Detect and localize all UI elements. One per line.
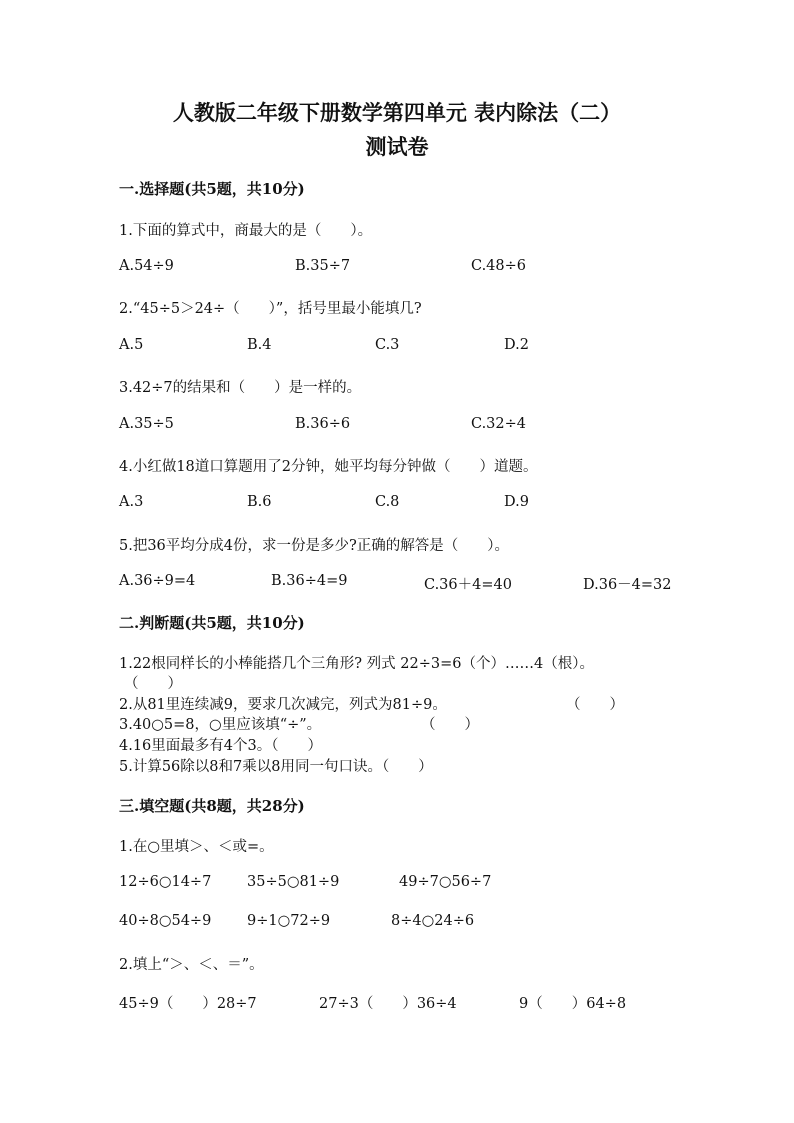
section-judge-heading: 二.判断题(共5题，共10分) xyxy=(119,614,305,632)
choice-q2-option-c: C.3 xyxy=(375,337,400,353)
choice-q5-option-b: B.36÷4=9 xyxy=(271,573,348,589)
choice-q4-stem: 4.小红做18道口算题用了2分钟，她平均每分钟做（ ）道题。 xyxy=(119,459,538,475)
choice-q1-option-c: C.48÷6 xyxy=(471,258,527,274)
choice-q3-option-c: C.32÷4 xyxy=(471,416,527,432)
section-fill-heading: 三.填空题(共8题，共28分) xyxy=(119,797,305,815)
choice-q5-stem: 5.把36平均分成4份，求一份是多少?正确的解答是（ ）。 xyxy=(119,538,510,554)
choice-q2-option-d: D.2 xyxy=(504,337,529,353)
choice-q2-option-a: A.5 xyxy=(119,337,144,353)
choice-q3-option-a: A.35÷5 xyxy=(119,416,174,432)
choice-q1-stem: 1.下面的算式中，商最大的是（ ）。 xyxy=(119,223,373,239)
judge-q1: 1.22根同样长的小棒能搭几个三角形? 列式 22÷3=6（个）……4（根）。 xyxy=(119,656,594,672)
fill-q2-stem: 2.填上“＞、＜、＝”。 xyxy=(119,957,264,973)
choice-q5-option-c: C.36＋4=40 xyxy=(424,577,512,593)
choice-q4-option-d: D.9 xyxy=(504,494,529,510)
judge-q3: 3.40○5=8，○里应该填“÷”。 xyxy=(119,717,322,733)
judge-q1-answer-blank: （ ） xyxy=(124,676,182,692)
fill-q2-item-3: 9（ ）64÷8 xyxy=(519,996,627,1012)
fill-q1-item-1: 12÷6○14÷7 xyxy=(119,874,212,890)
choice-q3-stem: 3.42÷7的结果和（ ）是一样的。 xyxy=(119,380,362,396)
judge-q2: 2.从81里连续减9，要求几次减完，列式为81÷9。 xyxy=(119,697,447,713)
fill-q1-item-6: 8÷4○24÷6 xyxy=(391,913,475,929)
fill-q1-item-5: 9÷1○72÷9 xyxy=(247,913,331,929)
section-choice-heading: 一.选择题(共5题，共10分) xyxy=(119,180,305,198)
choice-q4-option-c: C.8 xyxy=(375,494,400,510)
choice-q1-option-b: B.35÷7 xyxy=(295,258,351,274)
fill-q2-item-1: 45÷9（ ）28÷7 xyxy=(119,996,257,1012)
judge-q3-answer-blank: （ ） xyxy=(421,717,479,733)
fill-q1-item-4: 40÷8○54÷9 xyxy=(119,913,212,929)
fill-q1-stem: 1.在○里填＞、＜或=。 xyxy=(119,839,274,855)
doc-title-line1: 人教版二年级下册数学第四单元 表内除法（二） xyxy=(172,100,622,125)
judge-q4: 4.16里面最多有4个3。（ ） xyxy=(119,738,322,754)
choice-q5-option-a: A.36÷9=4 xyxy=(119,573,196,589)
judge-q5: 5.计算56除以8和7乘以8用同一句口诀。（ ） xyxy=(119,759,433,775)
choice-q3-option-b: B.36÷6 xyxy=(295,416,351,432)
choice-q4-option-a: A.3 xyxy=(119,494,144,510)
choice-q4-option-b: B.6 xyxy=(247,494,272,510)
fill-q2-item-2: 27÷3（ ）36÷4 xyxy=(319,996,457,1012)
judge-q2-answer-blank: （ ） xyxy=(566,697,624,713)
choice-q2-stem: 2.“45÷5＞24÷（ ）”，括号里最小能填几? xyxy=(119,301,422,317)
choice-q1-option-a: A.54÷9 xyxy=(119,258,174,274)
choice-q2-option-b: B.4 xyxy=(247,337,272,353)
choice-q5-option-d: D.36－4=32 xyxy=(583,577,672,593)
fill-q1-item-2: 35÷5○81÷9 xyxy=(247,874,340,890)
doc-title-line2: 测试卷 xyxy=(365,134,429,159)
fill-q1-item-3: 49÷7○56÷7 xyxy=(399,874,492,890)
